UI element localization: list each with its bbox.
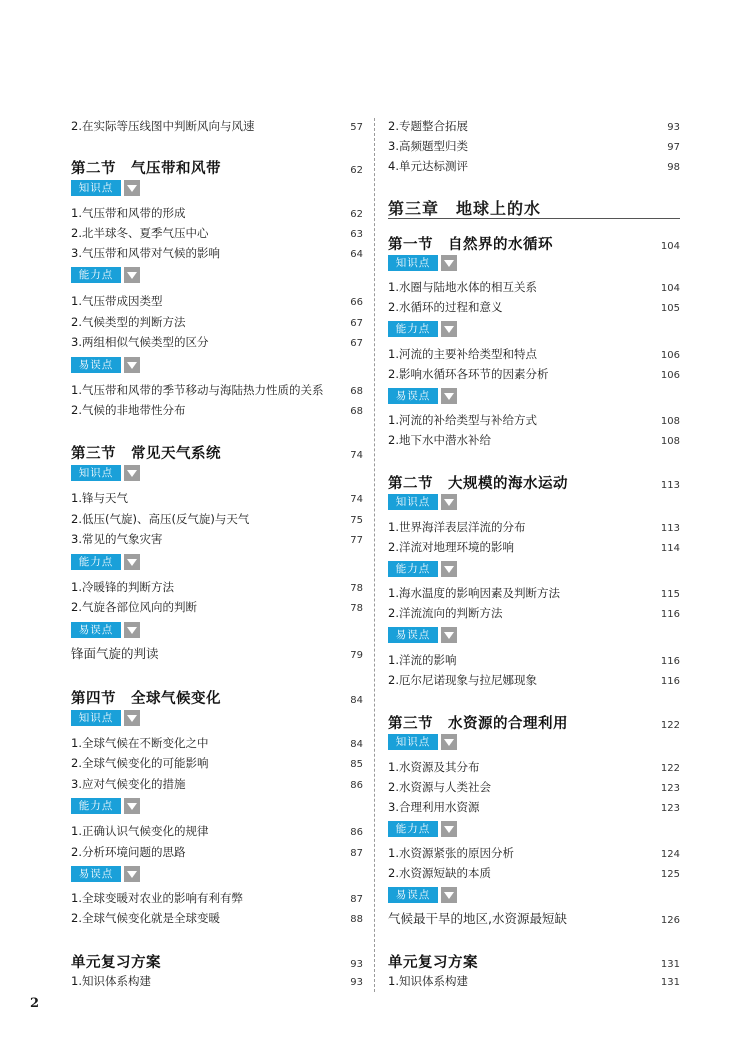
toc-entry[interactable]: 1.锋与天气 74	[71, 491, 363, 505]
toc-entry[interactable]: 2.水资源短缺的本质 125	[388, 866, 680, 880]
toc-entry[interactable]: 3.应对气候变化的措施 86	[71, 777, 363, 791]
toc-entry[interactable]: 1.知识体系构建 131	[388, 974, 680, 988]
triangle-down-icon	[124, 622, 140, 638]
ability-badge: 能力点	[388, 821, 457, 837]
triangle-down-icon	[441, 734, 457, 750]
toc-entry[interactable]: 2.水资源与人类社会 123	[388, 780, 680, 794]
section-heading[interactable]: 第四节 全球气候变化 84	[71, 691, 363, 707]
toc-entry[interactable]: 1.水圈与陆地水体的相互关系 104	[388, 280, 680, 294]
toc-entry[interactable]: 2.低压(气旋)、高压(反气旋)与天气 75	[71, 512, 363, 526]
section-heading[interactable]: 单元复习方案 131	[388, 955, 680, 971]
triangle-down-icon	[124, 267, 140, 283]
triangle-down-icon	[441, 494, 457, 510]
toc-entry[interactable]: 气候最干旱的地区,水资源最短缺 126	[388, 911, 680, 926]
toc-entry[interactable]: 锋面气旋的判读 79	[71, 646, 363, 661]
toc-entry[interactable]: 2.气旋各部位风向的判断 78	[71, 600, 363, 614]
knowledge-badge: 知识点	[388, 255, 457, 271]
ability-badge: 能力点	[71, 267, 140, 283]
errors-badge: 易误点	[71, 866, 140, 882]
ability-badge: 能力点	[388, 321, 457, 337]
triangle-down-icon	[124, 798, 140, 814]
toc-entry[interactable]: 1.海水温度的影响因素及判断方法 115	[388, 586, 680, 600]
toc-entry[interactable]: 2.水循环的过程和意义 105	[388, 300, 680, 314]
section-heading[interactable]: 第三节 水资源的合理利用 122	[388, 716, 680, 732]
toc-entry[interactable]: 2.在实际等压线图中判断风向与风速 57	[71, 119, 363, 133]
triangle-down-icon	[124, 465, 140, 481]
triangle-down-icon	[124, 866, 140, 882]
toc-entry[interactable]: 2.洋流流向的判断方法 116	[388, 606, 680, 620]
triangle-down-icon	[441, 561, 457, 577]
triangle-down-icon	[441, 388, 457, 404]
toc-entry[interactable]: 2.全球气候变化的可能影响 85	[71, 756, 363, 770]
triangle-down-icon	[441, 821, 457, 837]
triangle-down-icon	[124, 554, 140, 570]
toc-entry[interactable]: 1.世界海洋表层洋流的分布 113	[388, 520, 680, 534]
section-heading[interactable]: 单元复习方案 93	[71, 955, 363, 971]
ability-badge: 能力点	[71, 798, 140, 814]
toc-entry[interactable]: 2.气候的非地带性分布 68	[71, 403, 363, 417]
toc-entry[interactable]: 3.高频题型归类 97	[388, 139, 680, 153]
toc-entry[interactable]: 2.影响水循环各环节的因素分析 106	[388, 367, 680, 381]
toc-entry[interactable]: 3.气压带和风带对气候的影响 64	[71, 246, 363, 260]
triangle-down-icon	[441, 255, 457, 271]
toc-entry[interactable]: 1.冷暖锋的判断方法 78	[71, 580, 363, 594]
errors-badge: 易误点	[71, 622, 140, 638]
page-number: 2	[30, 996, 40, 1011]
toc-entry[interactable]: 1.正确认识气候变化的规律 86	[71, 824, 363, 838]
ability-badge: 能力点	[388, 561, 457, 577]
errors-badge: 易误点	[388, 887, 457, 903]
triangle-down-icon	[441, 887, 457, 903]
toc-entry[interactable]: 1.全球气候在不断变化之中 84	[71, 736, 363, 750]
toc-entry[interactable]: 2.专题整合拓展 93	[388, 119, 680, 133]
knowledge-badge: 知识点	[71, 710, 140, 726]
chapter-heading[interactable]: 第三章 地球上的水	[388, 196, 680, 219]
toc-entry[interactable]: 1.河流的补给类型与补给方式 108	[388, 413, 680, 427]
toc-entry[interactable]: 2.厄尔尼诺现象与拉尼娜现象 116	[388, 673, 680, 687]
knowledge-badge: 知识点	[71, 180, 140, 196]
knowledge-badge: 知识点	[388, 494, 457, 510]
errors-badge: 易误点	[388, 627, 457, 643]
triangle-down-icon	[441, 321, 457, 337]
column-divider	[374, 118, 375, 992]
toc-entry[interactable]: 3.合理利用水资源 123	[388, 800, 680, 814]
toc-entry[interactable]: 1.全球变暖对农业的影响有利有弊 87	[71, 891, 363, 905]
toc-entry[interactable]: 3.常见的气象灾害 77	[71, 532, 363, 546]
toc-entry[interactable]: 1.洋流的影响 116	[388, 653, 680, 667]
toc-entry[interactable]: 2.地下水中潜水补给 108	[388, 433, 680, 447]
knowledge-badge: 知识点	[388, 734, 457, 750]
toc-entry[interactable]: 3.两组相似气候类型的区分 67	[71, 335, 363, 349]
errors-badge: 易误点	[388, 388, 457, 404]
section-heading[interactable]: 第二节 气压带和风带 62	[71, 161, 363, 177]
toc-entry[interactable]: 1.气压带和风带的形成 62	[71, 206, 363, 220]
toc-entry[interactable]: 2.北半球冬、夏季气压中心 63	[71, 226, 363, 240]
triangle-down-icon	[441, 627, 457, 643]
toc-entry[interactable]: 2.洋流对地理环境的影响 114	[388, 540, 680, 554]
toc-entry[interactable]: 1.河流的主要补给类型和特点 106	[388, 347, 680, 361]
toc-entry[interactable]: 2.分析环境问题的思路 87	[71, 845, 363, 859]
toc-entry[interactable]: 1.知识体系构建 93	[71, 974, 363, 988]
errors-badge: 易误点	[71, 357, 140, 373]
triangle-down-icon	[124, 357, 140, 373]
section-heading[interactable]: 第二节 大规模的海水运动 113	[388, 476, 680, 492]
toc-entry[interactable]: 2.气候类型的判断方法 67	[71, 315, 363, 329]
toc-entry[interactable]: 2.全球气候变化就是全球变暖 88	[71, 911, 363, 925]
triangle-down-icon	[124, 710, 140, 726]
toc-entry[interactable]: 1.水资源紧张的原因分析 124	[388, 846, 680, 860]
toc-entry[interactable]: 4.单元达标测评 98	[388, 159, 680, 173]
triangle-down-icon	[124, 180, 140, 196]
knowledge-badge: 知识点	[71, 465, 140, 481]
section-heading[interactable]: 第三节 常见天气系统 74	[71, 446, 363, 462]
ability-badge: 能力点	[71, 554, 140, 570]
toc-entry[interactable]: 1.气压带和风带的季节移动与海陆热力性质的关系 68	[71, 383, 363, 397]
toc-entry[interactable]: 1.水资源及其分布 122	[388, 760, 680, 774]
toc-entry[interactable]: 1.气压带成因类型 66	[71, 294, 363, 308]
section-heading[interactable]: 第一节 自然界的水循环 104	[388, 237, 680, 253]
